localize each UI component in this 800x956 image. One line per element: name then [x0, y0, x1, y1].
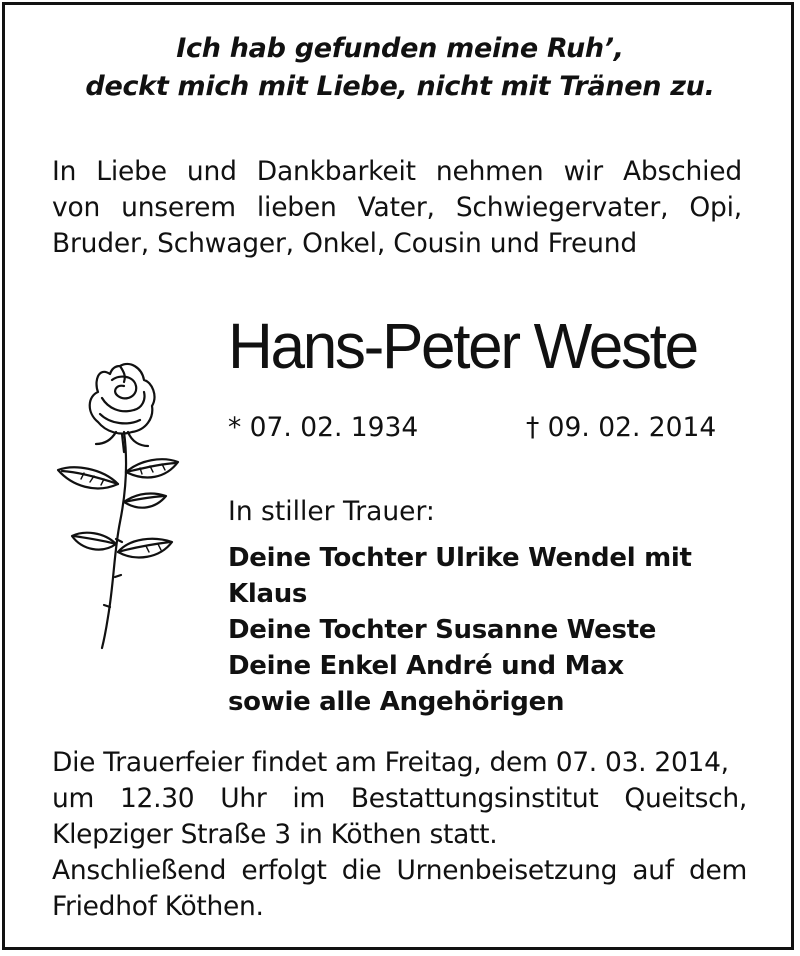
ceremony-line-2: um 12.30 Uhr im Bestattungsinstitut Queitsch,	[52, 783, 747, 814]
ceremony-line-1: Die Trauerfeier findet am Freitag, dem 07. 03. 2014,	[52, 747, 729, 778]
mourner-line: Deine Enkel André und Max	[228, 651, 624, 681]
ceremony-line-5: Friedhof Köthen.	[52, 891, 264, 922]
mourner-line: Klaus	[228, 579, 308, 609]
death-date: † 09. 02. 2014	[526, 412, 717, 443]
mourners-list	[228, 540, 748, 720]
mourning-label: In stiller Trauer:	[228, 496, 435, 527]
intro-text	[52, 154, 742, 262]
rose-icon	[54, 352, 186, 652]
birth-date: * 07. 02. 1934	[228, 412, 419, 443]
mourner-line: Deine Tochter Susanne Weste	[228, 615, 657, 645]
mourner-line: sowie alle Angehörigen	[228, 687, 565, 717]
ceremony-text	[52, 745, 747, 925]
intro-line-3: Bruder, Schwager, Onkel, Cousin und Freund	[52, 228, 637, 259]
mourner-line: Deine Tochter Ulrike Wendel mit	[228, 543, 692, 573]
ceremony-line-4: Anschließend erfolgt die Urnenbeisetzung auf dem	[52, 855, 747, 886]
deceased-name: Hans-Peter Weste	[228, 310, 697, 382]
intro-line-2: von unserem lieben Vater, Schwiegervater, Opi,	[52, 192, 742, 223]
verse-line-2: deckt mich mit Liebe, nicht mit Tränen zu.	[85, 71, 715, 102]
ceremony-line-3: Klepziger Straße 3 in Köthen statt.	[52, 819, 498, 850]
verse	[0, 30, 800, 106]
verse-line-1: Ich hab gefunden meine Ruh’,	[176, 33, 624, 64]
intro-line-1: In Liebe und Dankbarkeit nehmen wir Abschied	[52, 156, 742, 187]
